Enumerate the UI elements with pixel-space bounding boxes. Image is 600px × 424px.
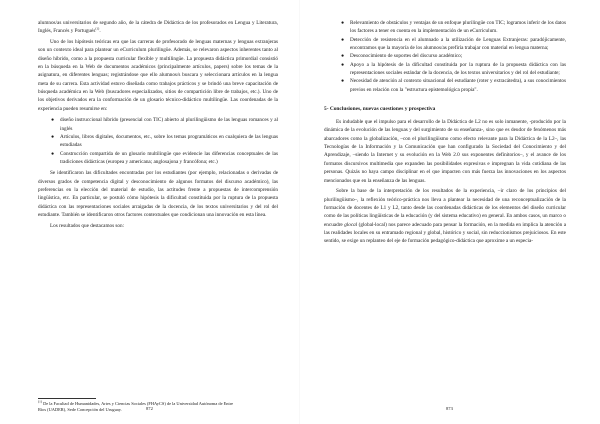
footnote-divider bbox=[38, 398, 96, 399]
right-paragraph-2: Sobre la base de la interpretación de los resultados de la experiencia, –ir claro de los principios del plurilingüismo–, la reflexión teórico-práctica nos lleva a plantear la necesidad de una reconceptualización de la formación de docentes de L1 y L2, tanto desde las coordenadas didácticas de los elementos del diseño curricular como de las políticas lingüísticas de la educación (y del sistema educativo) en general. En ambos casos, un marco o encuadre glocal (global-local) nos parece adecuado para pensar la formación, en la medida en implica la atención a las realidades locales en su entramado regional y global, histórico y social, sin reduccionismos prejuiciosos. En este sentido, se exige un replanteo del eje de formación pedagógico-didáctica que aproxime a un especia- bbox=[324, 188, 566, 245]
footnote bbox=[38, 401, 238, 413]
list-item: ● Detección de resistencia en el alumnado a la utilización de Lenguas Extranjeras: paradójicamente, encontramos que la mayoría de los alumnos/as prefiría trabajar con material en lengua materna; bbox=[341, 36, 566, 52]
list-item: ● diseño instruccional híbrido (presencial con TIC) abierto al plurilingüismo de las lenguas romances y al inglés bbox=[51, 117, 278, 132]
bullet-icon: ● bbox=[341, 53, 345, 60]
bullet-icon: ● bbox=[341, 78, 345, 85]
left-paragraph-3: Se identificaron las dificultades encontradas por los estudiantes (por ejemplo, relacionadas o derivadas de diversos grados de competencia digital y desconocimiento de algunos formatos del discurso académico), las preferencias en la elección del material de estudio, las actitudes frente a propuestas de intercomprensión lingüística, etc. En particular, se postuló cómo hipótesis la dificultad constituida por la ruptura de la propuesta didáctica con las representaciones sociales arraigadas de la docencia, de los textos universitarios y del rol del estudiante. También se identificaron otros factores contextuales que condicionan una innovación en esta línea. bbox=[38, 170, 278, 218]
bullet-icon: ● bbox=[341, 36, 345, 43]
bullet-icon: ● bbox=[51, 150, 55, 157]
bullet-icon: ● bbox=[341, 61, 345, 68]
list-item: ● Desconocimiento de soportes del discurso académico; bbox=[341, 53, 463, 60]
list-item: ● Relevamiento de obstáculos y ventajas de un enfoque plurilingüe con TIC; logramos inferir de los datos los factores a tener en cuenta en la implementación de un eCurriculum. bbox=[341, 20, 566, 35]
list-item: ● Apoyo a la hipótesis de la dificultad constituida por la ruptura de la propuesta didáctica con las representaciones sociales estándar de la docencia, de los textos universitarios y del rol del estudiante; bbox=[341, 61, 566, 77]
bullet-icon: ● bbox=[341, 20, 345, 26]
footnote-marker: (1) bbox=[38, 399, 42, 404]
right-paragraph-1: Es indudable que el impulso para el desarrollo de la Didáctica de L2 no es solo inmanente, -producido por la dinámica de la evolución de las lenguas y del surgimiento de su enseñanza-, sino que es deudor de fenómenos más abarcadores como la globalización, –con el plurilingüismo como efecto relevante para la Didáctica de la L2–, las Tecnologías de la Información y la Comunicación que han configurado la Sociedad del Conocimiento y del Aprendizaje, –siendo la Internet y su evolución en la Web 2.0 sus exponentes definitorios–, y el avance de los formatos discursivos multimedia que expanden las posibilidades expresivas e impregnan la vida cotidiana de las personas. Quizás no haya campo disciplinar en el que impacten con más fuerza las innovaciones en los aspectos mencionados que en la enseñanza de las lenguas. bbox=[324, 119, 566, 184]
list-item: ● Artículos, libros digitales, documentos, etc., sobre los temas programáticos en cualquiera de las lenguas estudiadas bbox=[51, 133, 278, 149]
page-number-left: 872 bbox=[146, 406, 153, 411]
left-bullet-list bbox=[38, 116, 278, 166]
list-item: ● Construcción compartida de un glosario multilingüe que evidencie las diferencias conceptuales de las tradiciones didácticas (europea y americana; anglosajona y francófona; etc.) bbox=[51, 150, 278, 165]
right-page bbox=[300, 0, 600, 424]
list-item: ● Necesidad de atención al contexto situacional del estudiante (roter y extracátedra), a sus conocimientos previos en relación con la "estructura epistemológica propia". bbox=[341, 78, 566, 93]
section-heading: 5- Conclusiones, nuevas cuestiones y prospectiva bbox=[324, 106, 436, 113]
left-paragraph-1: alumnos/as universitarios de segundo año, de la cátedra de Didáctica de los profesorados en Lengua y Literatura, Inglés, Francés y Portugués$^{(1)}$. bbox=[38, 20, 278, 35]
page-number-right: 873 bbox=[446, 406, 453, 411]
footnote-text: De la Facultad de Humanidades, Artes y Ciencias Sociales (FHAyCS) de la Universidad Autónoma de Entre Ríos (UADER), Sede Concepción del Uruguay. bbox=[38, 401, 234, 413]
left-paragraph-2: Uno de los hipótesis teóricas era que las carreras de profesorado de lenguas maternas y lenguas extranjeras son un contexto ideal para plantear un eCurriculum plurilingüe. Además, se relevaron aspectos inherentes tanto al diseño híbrido, como a la propuesta curricular flexible y multilingüe. La propuesta didáctica primordial consistió en la búsqueda en la Web de documentos académicos (principalmente artículos, papers) sobre los temas de la asignatura, en diferentes lenguas; registrándose que ello alumnos/s buscara y seleccionara artículos en la lengua meta de su carrera. Esta actividad estuvo diseñada como trabajos prácticos y se brindó una breve capacitación de búsqueda académica en la Web (buscadores especializados, sitios de compartición libre de trabajos, etc.). Uno de los objetivos derivados era la conformación de un glosario técnico-didáctico multilingüe. Las coordenadas de la experiencia pueden resumirse en: bbox=[38, 39, 278, 112]
bullet-icon: ● bbox=[51, 117, 55, 124]
left-paragraph-4: Los resultados que destacamos son: bbox=[50, 222, 125, 229]
footnote-reference[interactable]: (1) bbox=[95, 26, 100, 31]
right-bullet-list bbox=[324, 19, 566, 94]
bullet-icon: ● bbox=[51, 133, 55, 140]
